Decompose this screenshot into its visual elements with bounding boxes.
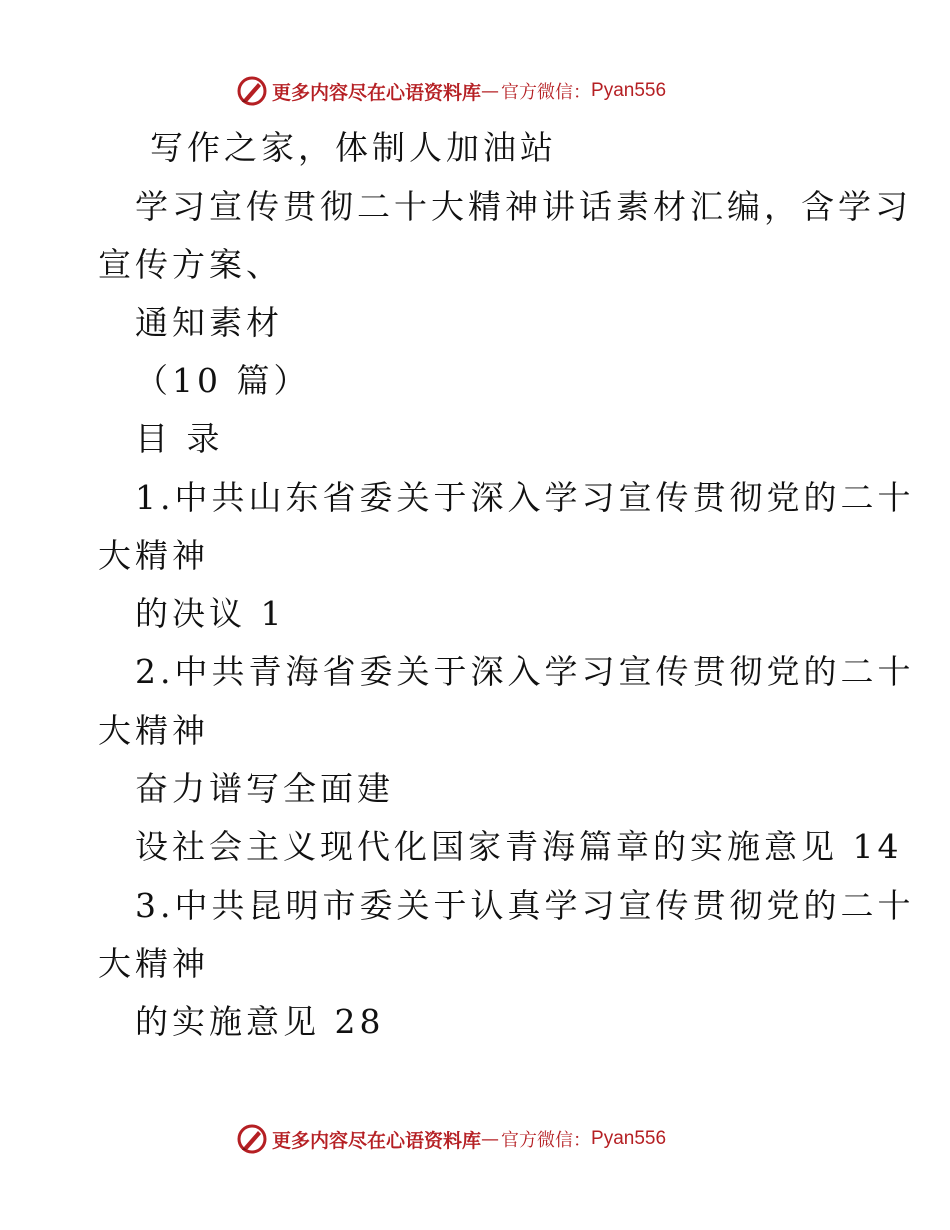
watermark-official-label: 官方微信：: [501, 82, 592, 103]
doc-article-count: （10 篇）: [135, 361, 311, 400]
toc-item-3-line3: 的实施意见 28: [135, 1002, 385, 1041]
watermark-wechat-id: Pyan556: [591, 80, 667, 101]
doc-title-line1: 学习宣传贯彻二十大精神讲话素材汇编，含学习: [135, 187, 912, 226]
pen-logo-icon: [236, 75, 268, 107]
toc-item-2-line3: 奋力谱写全面建: [135, 769, 394, 808]
doc-title-line3: 通知素材: [135, 303, 283, 342]
watermark-text: 更多内容尽在心语资料库: [272, 81, 482, 104]
watermark-separator: —: [481, 80, 500, 102]
watermark-separator: —: [481, 1128, 500, 1150]
toc-item-3-line1: 3.中共昆明市委关于认真学习宣传贯彻党的二十: [135, 886, 915, 925]
doc-title-line2: 宣传方案、: [98, 245, 283, 284]
doc-heading-site: 写作之家，体制人加油站: [150, 128, 557, 167]
header-watermark: [236, 74, 666, 108]
watermark-wechat-id: Pyan556: [591, 1128, 667, 1149]
toc-item-1-line3: 的决议 1: [135, 594, 286, 633]
toc-item-1-line2: 大精神: [98, 536, 209, 575]
pen-logo-icon: [236, 1123, 268, 1155]
toc-item-2-line4: 设社会主义现代化国家青海篇章的实施意见 14: [135, 827, 903, 866]
footer-watermark: [236, 1122, 666, 1156]
toc-heading: 目 录: [135, 419, 224, 458]
watermark-official-label: 官方微信：: [501, 1130, 592, 1151]
toc-item-2-line2: 大精神: [98, 711, 209, 750]
watermark-text: 更多内容尽在心语资料库: [272, 1129, 482, 1152]
toc-item-3-line2: 大精神: [98, 944, 209, 983]
toc-item-1-line1: 1.中共山东省委关于深入学习宣传贯彻党的二十: [135, 478, 915, 517]
toc-item-2-line1: 2.中共青海省委关于深入学习宣传贯彻党的二十: [135, 652, 915, 691]
